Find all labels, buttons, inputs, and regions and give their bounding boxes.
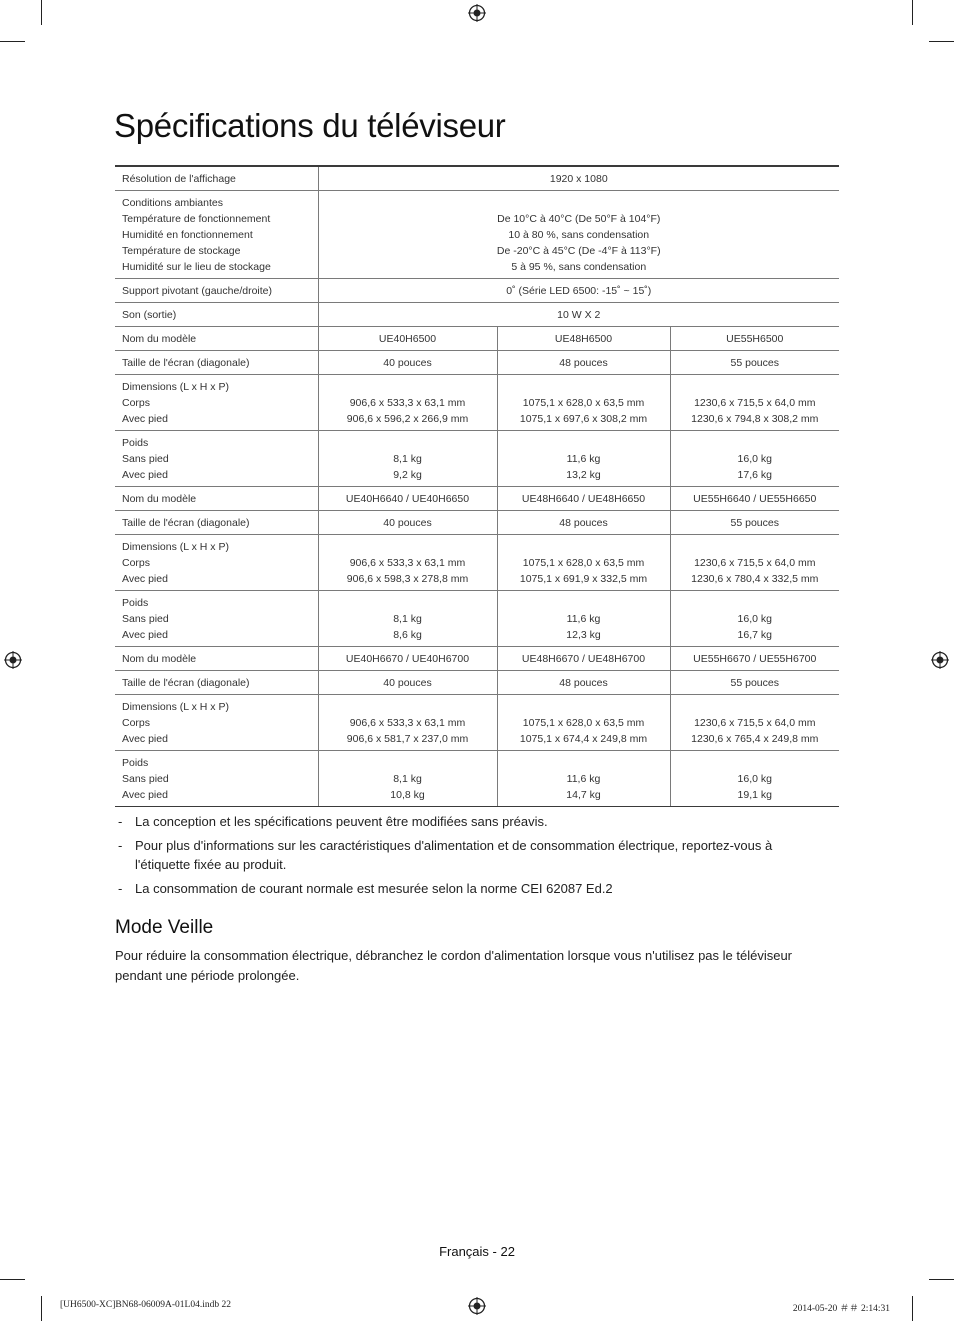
spec-value-line: 1230,6 x 715,5 x 64,0 mm	[694, 397, 816, 409]
spec-value	[497, 671, 670, 695]
spec-label	[115, 327, 318, 351]
spec-label	[115, 191, 318, 279]
table-row	[115, 487, 839, 511]
registration-mark-icon	[931, 651, 949, 669]
notes-list	[115, 812, 815, 903]
spec-value	[670, 647, 839, 671]
crop-mark	[41, 0, 42, 25]
spec-value	[497, 375, 670, 431]
spec-value-line: 48 pouces	[559, 516, 608, 529]
spec-value	[318, 535, 497, 591]
table-row	[115, 279, 839, 303]
spec-value-line: 1920 x 1080	[549, 172, 608, 185]
spec-value	[670, 591, 839, 647]
spec-value	[670, 327, 839, 351]
spec-label-line: Poids	[122, 757, 149, 769]
spec-value-line: 40 pouces	[383, 356, 432, 369]
spec-value-line: 1230,6 x 765,4 x 249,8 mm	[691, 733, 819, 745]
spec-label-line: Avec pied	[122, 573, 168, 585]
spec-value	[497, 751, 670, 807]
standby-title: Mode Veille	[115, 917, 214, 938]
spec-label	[115, 591, 318, 647]
spec-label-line: Taille de l'écran (diagonale)	[122, 517, 250, 529]
crop-mark	[0, 1279, 25, 1280]
spec-table	[115, 165, 839, 807]
spec-value	[670, 535, 839, 591]
spec-value	[497, 591, 670, 647]
spec-value-line: UE40H6500	[378, 332, 437, 345]
crop-mark	[41, 1296, 42, 1321]
spec-value	[497, 647, 670, 671]
spec-value-line: 0˚ (Série LED 6500: -15˚ ~ 15˚)	[506, 284, 652, 297]
spec-value-line: 10 à 80 %, sans condensation	[508, 229, 650, 241]
spec-value-line: 1230,6 x 715,5 x 64,0 mm	[694, 717, 816, 729]
standby-body: Pour réduire la consommation électrique, débranchez le cordon d'alimentation lorsque vous n'utilisez pas le téléviseur pendant une période prolongée.	[115, 948, 793, 983]
spec-value	[497, 431, 670, 487]
table-row	[115, 535, 839, 591]
spec-value	[318, 303, 839, 327]
spec-value	[318, 487, 497, 511]
spec-label-line: Température de fonctionnement	[122, 213, 271, 225]
spec-value-line: 11,6 kg	[566, 453, 601, 465]
spec-value	[670, 351, 839, 375]
spec-value-line: 906,6 x 598,3 x 278,8 mm	[346, 573, 469, 585]
spec-value	[670, 751, 839, 807]
spec-value-line: 1075,1 x 628,0 x 63,5 mm	[522, 397, 645, 409]
spec-value-line: 906,6 x 596,2 x 266,9 mm	[346, 413, 469, 425]
spec-value-line: 16,0 kg	[737, 773, 772, 785]
spec-label-line: Sans pied	[122, 453, 169, 465]
note-text: La consommation de courant normale est mesurée selon la norme CEI 62087 Ed.2	[135, 881, 613, 896]
spec-value-line: 8,1 kg	[393, 613, 422, 625]
spec-label	[115, 487, 318, 511]
spec-value-line: UE55H6640 / UE55H6650	[693, 492, 817, 505]
spec-label	[115, 166, 318, 191]
list-item	[115, 812, 815, 831]
spec-value-line: 1075,1 x 697,6 x 308,2 mm	[519, 413, 648, 425]
table-row	[115, 647, 839, 671]
table-row	[115, 303, 839, 327]
list-item	[115, 836, 815, 874]
spec-label-line: Avec pied	[122, 413, 168, 425]
spec-value-line: 9,2 kg	[393, 469, 422, 481]
spec-value-line: 10,8 kg	[390, 789, 425, 801]
spec-label-line: Dimensions (L x H x P)	[122, 541, 229, 553]
spec-label-line: Résolution de l'affichage	[122, 173, 236, 185]
spec-value-line: 48 pouces	[559, 356, 608, 369]
spec-value	[670, 671, 839, 695]
spec-label	[115, 671, 318, 695]
print-slug-file: [UH6500-XC]BN68-06009A-01L04.indb 22	[60, 1300, 231, 1310]
crop-mark	[0, 41, 25, 42]
spec-value	[318, 191, 839, 279]
spec-value-line: 906,6 x 533,3 x 63,1 mm	[349, 557, 466, 569]
table-row	[115, 351, 839, 375]
spec-value-line: 1075,1 x 628,0 x 63,5 mm	[522, 557, 645, 569]
crop-mark	[929, 41, 954, 42]
spec-value-line: 906,6 x 533,3 x 63,1 mm	[349, 397, 466, 409]
spec-label-line: Nom du modèle	[122, 333, 197, 345]
spec-label	[115, 351, 318, 375]
spec-value-line: 8,6 kg	[393, 629, 422, 641]
spec-value-line: 12,3 kg	[566, 629, 601, 641]
spec-value	[670, 487, 839, 511]
note-bullet: -	[118, 814, 123, 829]
spec-value	[670, 695, 839, 751]
spec-label-line: Avec pied	[122, 629, 168, 641]
table-row	[115, 327, 839, 351]
spec-value	[497, 511, 670, 535]
spec-value	[497, 695, 670, 751]
spec-value	[318, 166, 839, 191]
spec-value-line: 14,7 kg	[566, 789, 601, 801]
spec-label-line: Sans pied	[122, 773, 169, 785]
spec-value	[318, 695, 497, 751]
table-row	[115, 695, 839, 751]
note-text: Pour plus d'informations sur les caractéristiques d'alimentation et de consommation électrique, reportez-vous à l'étiquette fixée au produit.	[135, 838, 773, 872]
crop-mark	[929, 1279, 954, 1280]
spec-value-line: 48 pouces	[559, 676, 608, 689]
spec-value-line: 906,6 x 581,7 x 237,0 mm	[346, 733, 469, 745]
note-text: La conception et les spécifications peuvent être modifiées sans préavis.	[135, 814, 548, 829]
spec-value	[318, 671, 497, 695]
spec-label-line: Nom du modèle	[122, 653, 197, 665]
spec-value	[670, 511, 839, 535]
spec-label-line: Taille de l'écran (diagonale)	[122, 677, 250, 689]
spec-value	[318, 511, 497, 535]
spec-label-line: Poids	[122, 437, 149, 449]
spec-label-line: Taille de l'écran (diagonale)	[122, 357, 250, 369]
spec-value	[318, 375, 497, 431]
spec-label-line: Avec pied	[122, 733, 168, 745]
note-bullet: -	[118, 838, 123, 853]
spec-value	[497, 351, 670, 375]
spec-value	[318, 647, 497, 671]
spec-value-line: 16,0 kg	[737, 613, 772, 625]
spec-value	[318, 351, 497, 375]
spec-label-line: Poids	[122, 597, 149, 609]
crop-mark	[912, 0, 913, 25]
spec-label-line: Corps	[122, 397, 151, 409]
spec-value-line: 40 pouces	[383, 516, 432, 529]
spec-label-line: Humidité en fonctionnement	[122, 229, 253, 241]
spec-value-line: 11,6 kg	[566, 613, 601, 625]
note-bullet: -	[118, 881, 123, 896]
spec-value-line: 13,2 kg	[566, 469, 601, 481]
spec-label	[115, 431, 318, 487]
spec-value	[318, 279, 839, 303]
spec-value-line: 1230,6 x 780,4 x 332,5 mm	[691, 573, 819, 585]
table-row	[115, 751, 839, 807]
spec-label-line: Avec pied	[122, 469, 168, 481]
spec-value	[318, 431, 497, 487]
spec-value	[497, 487, 670, 511]
table-row	[115, 375, 839, 431]
spec-label-line: Corps	[122, 717, 151, 729]
spec-value	[318, 591, 497, 647]
spec-label-line: Support pivotant (gauche/droite)	[122, 285, 273, 297]
spec-value-line: 906,6 x 533,3 x 63,1 mm	[349, 717, 466, 729]
spec-label	[115, 511, 318, 535]
spec-value-line: 16,7 kg	[737, 629, 772, 641]
spec-label-line: Nom du modèle	[122, 493, 197, 505]
spec-label	[115, 279, 318, 303]
spec-value-line: 17,6 kg	[737, 469, 772, 481]
spec-value-line: 55 pouces	[730, 676, 779, 689]
spec-value-line: 1075,1 x 628,0 x 63,5 mm	[522, 717, 645, 729]
spec-label-line: Humidité sur le lieu de stockage	[122, 261, 271, 273]
spec-label	[115, 751, 318, 807]
print-slug-date: 2014-05-20 ＃＃ 2:14:31	[792, 1304, 890, 1314]
spec-value-line: De -20°C à 45°C (De -4°F à 113°F)	[496, 245, 661, 257]
table-row	[115, 511, 839, 535]
spec-label	[115, 695, 318, 751]
spec-label-line: Dimensions (L x H x P)	[122, 701, 229, 713]
spec-label-line: Sans pied	[122, 613, 169, 625]
page-number: Français - 22	[439, 1244, 515, 1259]
spec-value-line: 55 pouces	[730, 356, 779, 369]
registration-mark-icon	[468, 4, 486, 22]
spec-label	[115, 647, 318, 671]
spec-value-line: UE55H6500	[726, 332, 784, 345]
spec-value-line: 19,1 kg	[737, 789, 772, 801]
registration-mark-icon	[468, 1297, 486, 1315]
spec-label-line: Température de stockage	[122, 245, 241, 257]
spec-value-line: De 10°C à 40°C (De 50°F à 104°F)	[497, 213, 661, 225]
list-item	[115, 879, 815, 898]
spec-value	[670, 375, 839, 431]
table-row	[115, 166, 839, 191]
spec-label-line: Son (sortie)	[122, 309, 177, 321]
spec-value-line: 1075,1 x 674,4 x 249,8 mm	[519, 733, 648, 745]
spec-label	[115, 303, 318, 327]
spec-value	[670, 431, 839, 487]
page-title: Spécifications du téléviseur	[114, 107, 506, 144]
registration-mark-icon	[4, 651, 22, 669]
table-row	[115, 191, 839, 279]
spec-value-line: UE48H6500	[554, 332, 613, 345]
spec-label-line: Dimensions (L x H x P)	[122, 381, 229, 393]
spec-value	[318, 751, 497, 807]
table-row	[115, 431, 839, 487]
spec-label	[115, 375, 318, 431]
spec-value	[497, 327, 670, 351]
spec-value	[318, 327, 497, 351]
spec-value-line: 40 pouces	[383, 676, 432, 689]
spec-value-line: UE48H6670 / UE48H6700	[521, 652, 646, 665]
table-row	[115, 591, 839, 647]
spec-value-line: UE55H6670 / UE55H6700	[693, 652, 817, 665]
spec-value-line: 1075,1 x 691,9 x 332,5 mm	[519, 573, 648, 585]
crop-mark	[912, 1296, 913, 1321]
spec-value-line: 16,0 kg	[737, 453, 772, 465]
spec-value-line: 5 à 95 %, sans condensation	[511, 261, 647, 273]
spec-label-line: Conditions ambiantes	[122, 197, 223, 209]
spec-value	[497, 535, 670, 591]
spec-value-line: UE48H6640 / UE48H6650	[521, 492, 646, 505]
spec-value-line: 8,1 kg	[393, 773, 422, 785]
spec-value-line: 1230,6 x 715,5 x 64,0 mm	[694, 557, 816, 569]
spec-label-line: Corps	[122, 557, 151, 569]
spec-value-line: 11,6 kg	[566, 773, 601, 785]
spec-label	[115, 535, 318, 591]
spec-value-line: 1230,6 x 794,8 x 308,2 mm	[691, 413, 819, 425]
spec-value-line: 10 W X 2	[557, 308, 601, 321]
spec-label-line: Avec pied	[122, 789, 168, 801]
spec-value-line: 55 pouces	[730, 516, 779, 529]
table-row	[115, 671, 839, 695]
spec-value-line: 8,1 kg	[393, 453, 422, 465]
spec-value-line: UE40H6670 / UE40H6700	[345, 652, 470, 665]
spec-value-line: UE40H6640 / UE40H6650	[345, 492, 470, 505]
